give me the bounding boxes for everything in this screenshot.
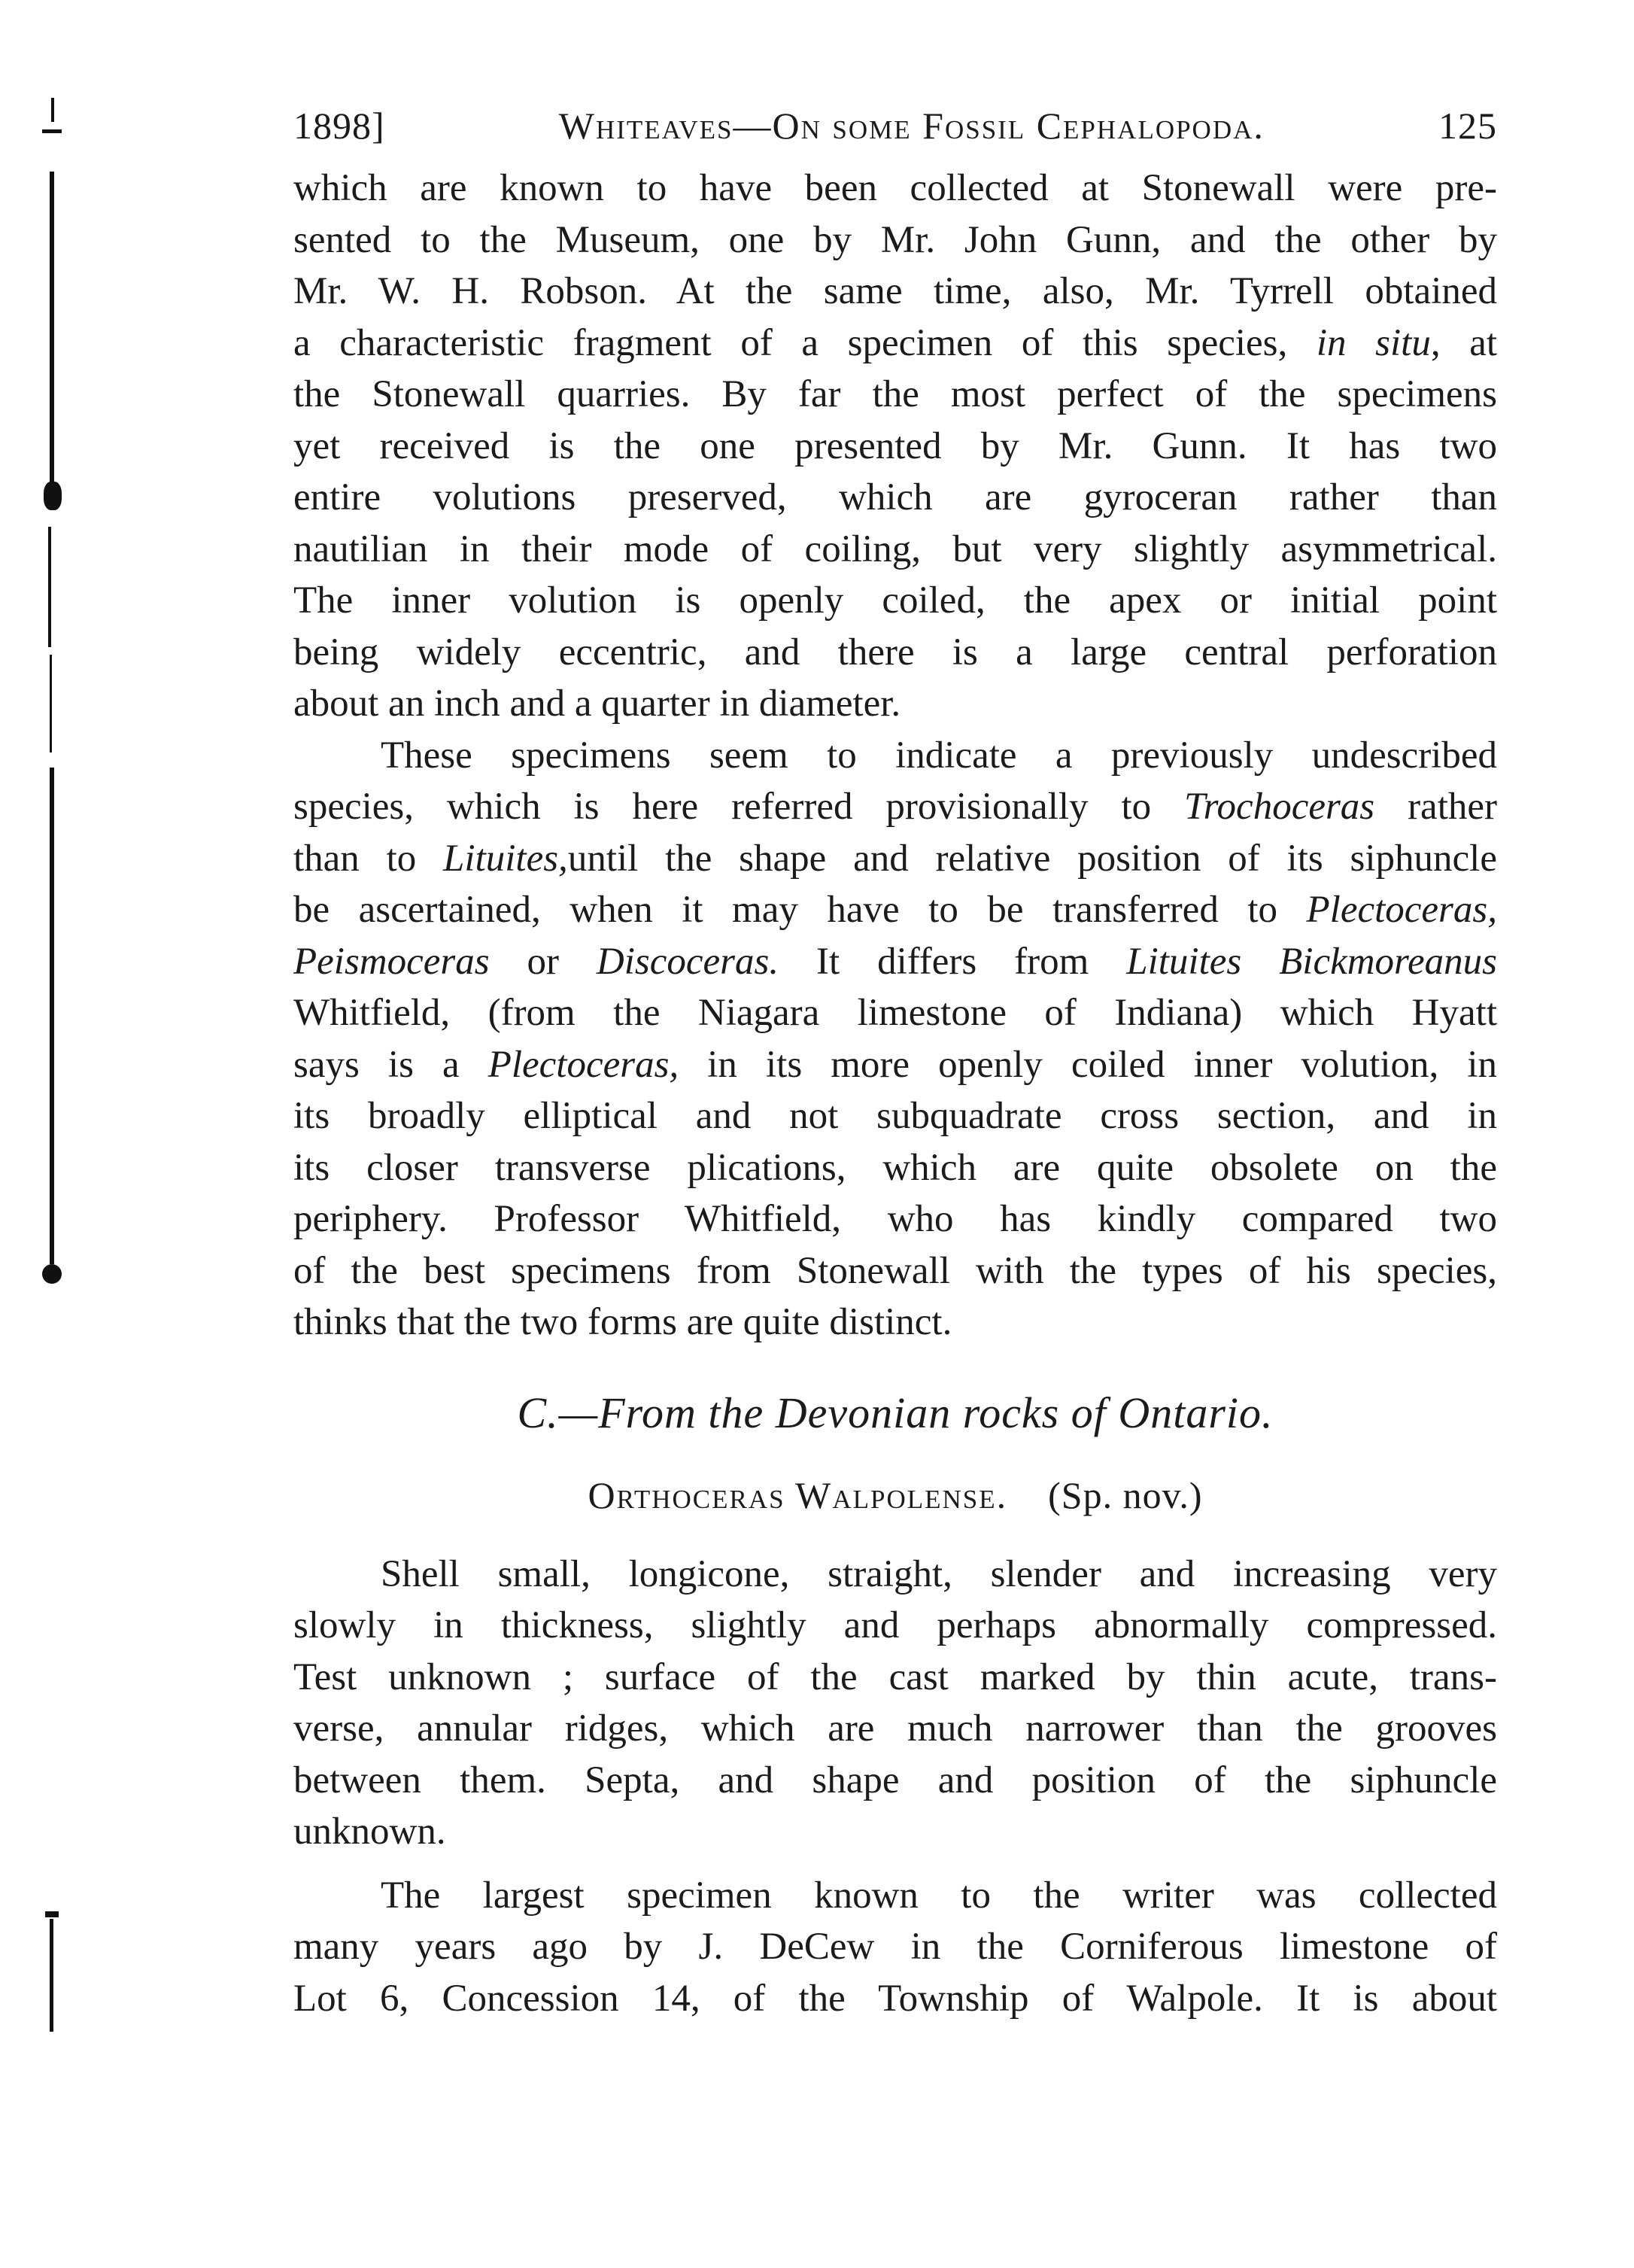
margin-bar-lower — [50, 768, 54, 1264]
text-line: a characteristic fragment of a specimen of this species, in situ, at — [293, 321, 1497, 364]
text-line: Shell small, longicone, straight, slender and increasing very — [381, 1552, 1497, 1595]
page-content — [293, 104, 1497, 2024]
species-name: Orthoceras Walpolense. — [588, 1473, 1008, 1516]
running-head-title: Whiteaves—On some Fossil Cephalopoda. — [558, 105, 1265, 147]
margin-bar-mid2 — [50, 655, 52, 752]
margin-tick-top — [51, 98, 54, 122]
text-line: be ascertained, when it may have to be transferred to Plectoceras, — [293, 889, 1497, 931]
text-line: the Stonewall quarries. By far the most perfect of the specimens — [293, 373, 1497, 415]
text-line: species, which is here referred provisionally to Trochoceras rather — [293, 786, 1497, 828]
text-line: than to Lituites,until the shape and relative position of its siphuncle — [293, 837, 1497, 880]
text-line: The largest specimen known to the writer was collected — [381, 1874, 1497, 1917]
text-line: Mr. W. H. Robson. At the same time, also, Mr. Tyrrell obtained — [293, 270, 1497, 312]
margin-bar-mid — [48, 527, 51, 647]
margin-marks — [0, 0, 90, 2268]
text-line: Peismoceras or Discoceras. It differs from Lituites Bickmoreanus — [293, 940, 1497, 983]
text-line: entire volutions preserved, which are gyroceran rather than — [293, 476, 1497, 518]
running-head-year: 1898] — [293, 105, 385, 147]
running-head-page-number: 125 — [1438, 105, 1497, 147]
text-line: which are known to have been collected at Stonewall were pre- — [293, 167, 1497, 209]
text-line: Test unknown ; surface of the cast marked by thin acute, trans- — [293, 1655, 1497, 1698]
paragraph-3 — [293, 1549, 1497, 1858]
text-line: says is a Plectoceras, in its more openly coiled inner volution, in — [293, 1043, 1497, 1086]
text-line: Lot 6, Concession 14, of the Township of Walpole. It is about — [293, 1977, 1497, 2020]
text-line: its closer transverse plications, which are quite obsolete on the — [293, 1146, 1497, 1189]
text-line: its broadly elliptical and not subquadrate cross section, and in — [293, 1095, 1497, 1137]
margin-bar-low — [50, 1919, 53, 2032]
text-line: about an inch and a quarter in diameter. — [293, 683, 901, 725]
text-line: sented to the Museum, one by Mr. John Gunn, and the other by — [293, 218, 1497, 261]
paragraph-1 — [293, 163, 1497, 730]
text-line: nautilian in their mode of coiling, but very slightly asymmetrical. — [293, 527, 1497, 570]
text-line: These specimens seem to indicate a previously undescribed — [381, 734, 1497, 777]
species-note: (Sp. nov.) — [1048, 1473, 1203, 1516]
margin-bar-knob — [44, 482, 62, 510]
running-head — [293, 104, 1497, 163]
text-line: verse, annular ridges, which are much narrower than the grooves — [293, 1707, 1497, 1750]
text-line: unknown. — [293, 1810, 446, 1853]
text-line: of the best specimens from Stonewall with the types of his species, — [293, 1249, 1497, 1292]
paragraph-4 — [293, 1870, 1497, 2025]
margin-tick-top-cross — [42, 129, 62, 133]
text-line: many years ago by J. DeCew in the Corniferous limestone of — [293, 1926, 1497, 1968]
text-line: being widely eccentric, and there is a large central perforation — [293, 631, 1497, 673]
text-line: The inner volution is openly coiled, the apex or initial point — [293, 579, 1497, 622]
margin-bar-bottom-knob — [42, 1264, 62, 1284]
margin-bar-upper — [50, 172, 54, 503]
section-heading: C.—From the Devonian rocks of Ontario. — [517, 1388, 1274, 1437]
text-line: thinks that the two forms are quite distinct. — [293, 1301, 952, 1343]
species-heading — [293, 1473, 1497, 1549]
paragraph-2 — [293, 730, 1497, 1348]
margin-tick-low-cross — [45, 1911, 59, 1917]
text-line: yet received is the one presented by Mr. Gunn. It has two — [293, 424, 1497, 467]
text-line: slowly in thickness, slightly and perhaps abnormally compressed. — [293, 1604, 1497, 1646]
text-line: Whitfield, (from the Niagara limestone of Indiana) which Hyatt — [293, 992, 1497, 1034]
text-line: between them. Septa, and shape and position of the siphuncle — [293, 1759, 1497, 1801]
text-line: periphery. Professor Whitfield, who has kindly compared two — [293, 1198, 1497, 1240]
